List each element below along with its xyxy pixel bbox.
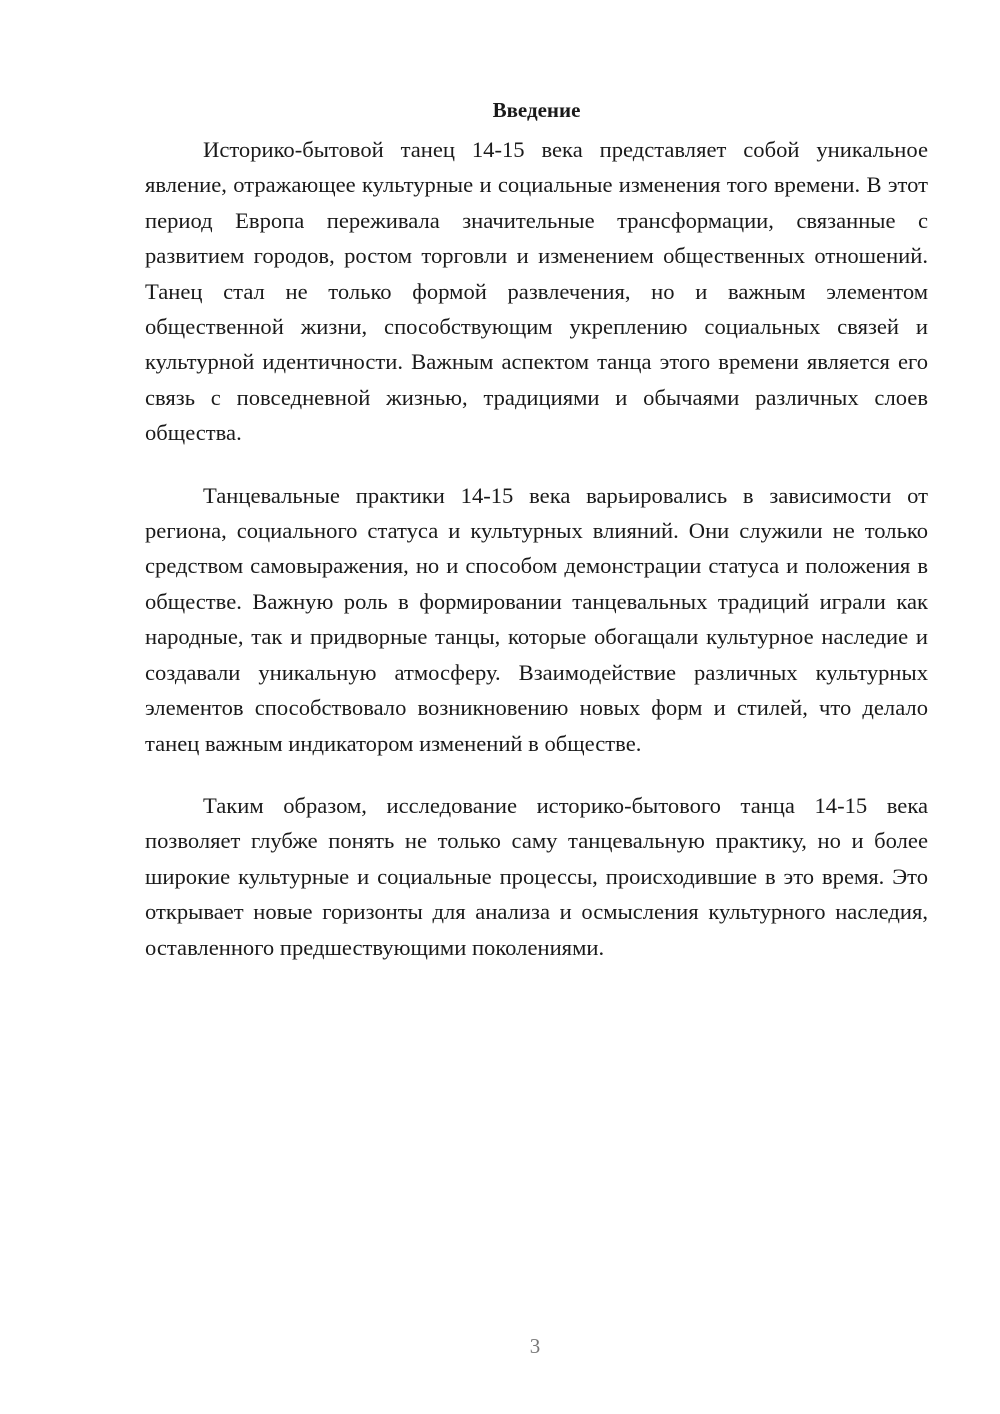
page-number: 3	[529, 1334, 541, 1358]
section-title: Введение	[492, 98, 581, 122]
paragraph-3: Таким образом, исследование историко-бытового танца 14-15 века позволяет глубже понять не только саму танцевальную практику, но и более широкие культурные и социальные процессы, происходившие в это время. Это открывает новые горизонты для анализа и осмысления культурного наследия, оставленного предшествующими поколениями.	[145, 792, 928, 960]
page-content	[145, 96, 928, 965]
paragraph-1: Историко-бытовой танец 14-15 века представляет собой уникальное явление, отражающее культурные и социальные изменения того времени. В этот период Европа переживала значительные трансформации, связанные с развитием городов, ростом торговли и изменением общественных отношений. Танец стал не только формой развлечения, но и важным элементом общественной жизни, способствующим укреплению социальных связей и культурной идентичности. Важным аспектом танца этого времени является его связь с повседневной жизнью, традициями и обычаями различных слоев общества.	[145, 137, 928, 446]
paragraph-2: Танцевальные практики 14-15 века варьировались в зависимости от региона, социального статуса и культурных влияний. Они служили не только средством самовыражения, но и способом демонстрации статуса и положения в обществе. Важную роль в формировании танцевальных традиций играли как народные, так и придворные танцы, которые обогащали культурное наследие и создавали уникальную атмосферу. Взаимодействие различных культурных элементов способствовало возникновению новых форм и стилей, что делало танец важным индикатором изменений в обществе.	[145, 482, 928, 756]
